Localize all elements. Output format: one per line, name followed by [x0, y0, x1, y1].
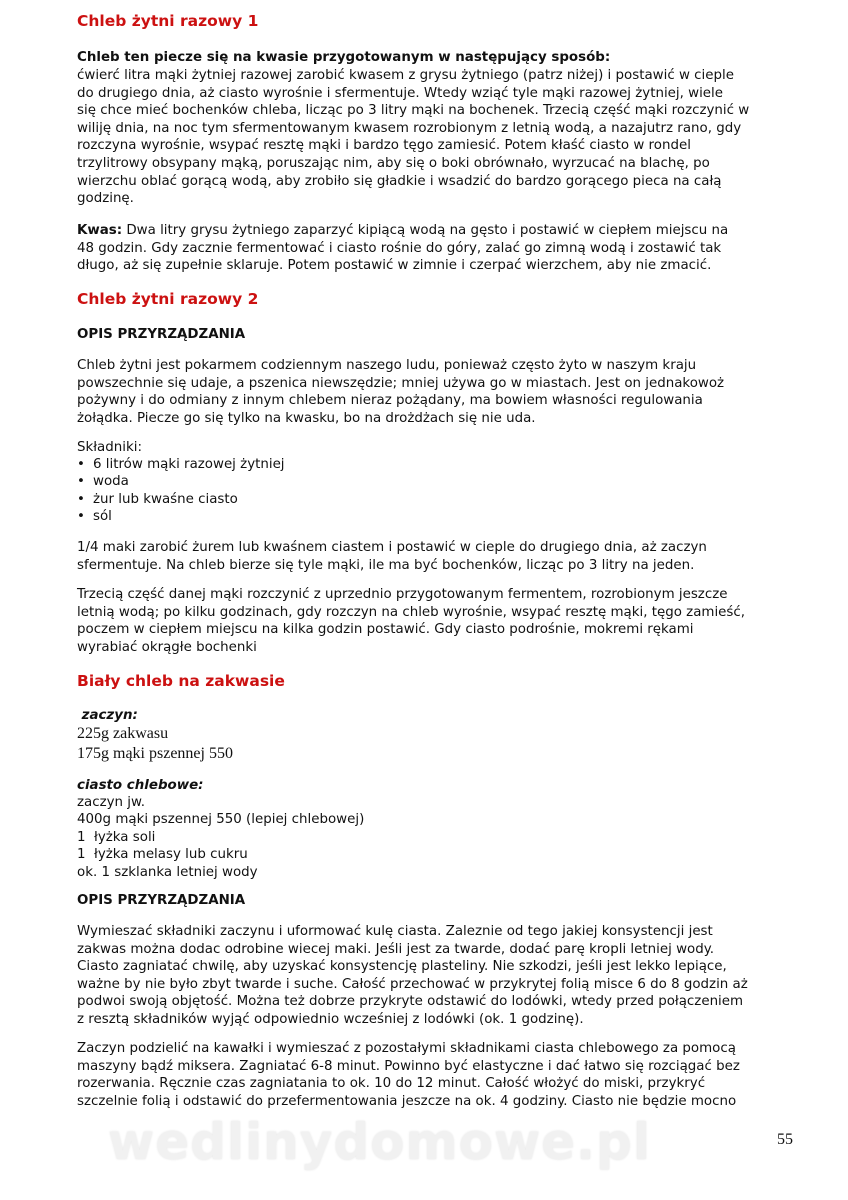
ingredient-item: 400g mąki pszennej 550 (lepiej chlebowej) [77, 812, 365, 828]
paragraph-line: Wymieszać składniki zaczynu i uformować kulę ciasta. Zaleznie od tego jakiej konsystencji jest [77, 924, 713, 939]
ingredient-item: 225g zakwasu [77, 725, 169, 742]
paragraph-line: wyrabiać okrągłe bochenki [77, 639, 257, 655]
zaczyn-label: zaczyn: [77, 708, 138, 723]
paragraph-line: Trzecią część danej mąki rozczynić z uprzednio przygotowanym fermentem, rozrobionym jeszcze [77, 587, 728, 602]
ingredient-list-item: • 6 litrów mąki razowej żytniej [77, 456, 285, 474]
ingredient-list-item: • żur lub kwaśne ciasto [77, 491, 238, 509]
paragraph-line: rozczyna wyrośnie, wsypać resztę mąki i bardzo tęgo zamiesić. Potem kłaść ciasto w rondel [77, 138, 691, 154]
ingredient-item: 175g mąki pszennej 550 [77, 744, 233, 762]
ingredient-item: ok. 1 szklanka letniej wody [77, 864, 258, 880]
paragraph-line: szczelnie folią i odstawić do przefermentowania jeszcze na ok. 4 godziny. Ciasto nie będzie mocno [77, 1093, 737, 1109]
ingredient-list-item: • woda [77, 473, 129, 491]
paragraph-line: długo, aż się zupełnie sklaruje. Potem postawić w zimnie i czerpać wierzchem, aby nie zmacić. [77, 258, 712, 274]
paragraph-line: 1/4 maki zarobić żurem lub kwaśnem ciastem i postawić w cieple do drugiego dnia, aż zaczyn [77, 540, 707, 555]
intro-heading: Chleb ten piecze się na kwasie przygotowanym w następujący sposób: [77, 50, 611, 65]
paragraph-line: powszechnie się udaje, a pszenica niewszędzie; mniej używa go w miastach. Jest on jednakowoż [77, 375, 725, 391]
ingredient-item: 1 łyżka melasy lub cukru [77, 847, 248, 863]
ciasto-label: ciasto chlebowe: [77, 778, 204, 793]
paragraph-line: rozerwania. Ręcznie czas zagniatania to ok. 10 do 12 minut. Całość włożyć do miski, przykryć [77, 1076, 706, 1092]
paragraph-line: ważne by nie było zbyt twarde i suche. Całość przechować w przykrytej folią misce 6 do 8 godzin aż [77, 976, 748, 992]
section-title: Chleb żytni razowy 1 [77, 12, 259, 30]
ingredient-list-item: • sól [77, 508, 112, 526]
paragraph-line: Chleb żytni jest pokarmem codziennym naszego ludu, ponieważ często żyto w naszym kraju [77, 358, 697, 373]
paragraph-line: się chce mieć bochenków chleba, licząc po 3 litry mąki na bochenek. Trzecią część mąki rozczynić w [77, 103, 750, 119]
section-title: Chleb żytni razowy 2 [77, 290, 259, 308]
paragraph-line: Zaczyn podzielić na kawałki i wymieszać z pozostałymi składnikami ciasta chlebowego za pomocą [77, 1041, 736, 1056]
paragraph-line: pożywny i do odmiany z innym chlebem nieraz pożądany, ma bowiem własności regulowania [77, 393, 703, 409]
subheading: OPIS PRZYRZĄDZANIA [77, 327, 246, 342]
paragraph-line: poczem w ciepłem miejscu na kilka godzin postawić. Gdy ciasto podrośnie, mokremi rękami [77, 622, 694, 638]
paragraph-line: sfermentuje. Na chleb bierze się tyle mąki, ile ma być bochenków, licząc po 3 litry na jeden. [77, 557, 695, 573]
subheading: OPIS PRZYRZĄDZANIA [77, 893, 246, 908]
paragraph-line: z resztą składników wyjąć odpowiednio wcześniej z lodówki (ok. 1 godzinę). [77, 1012, 584, 1027]
paragraph-line: zakwas można dodac odrobine wiecej maki. Jeśli jest za twarde, dodać parę kropli letniej wody. [77, 941, 714, 957]
ingredient-item: 1 łyżka soli [77, 829, 156, 845]
paragraph-line: wierzchu oblać gorącą wodą, aby zrobiło się gładkie i wsadzić do bardzo gorącego pieca na całą [77, 173, 722, 189]
page-number: 55 [777, 1131, 793, 1148]
paragraph-line: Ciasto zagniatać chwilę, aby uzyskać konsystencję plasteliny. Nie szkodzi, jeśli jest lekko lepiące, [77, 959, 727, 975]
paragraph-line: żołądka. Piecze go się tylko na kwasku, bo na drożdżach się nie uda. [77, 410, 536, 426]
paragraph-line: wiliję dnia, na noc tym sfermentowanym kwasem rozrobionym z letnią wodą, a nazajutrz rano, gdy [77, 120, 742, 136]
paragraph-line: 48 godzin. Gdy zacznie fermentować i ciasto rośnie do góry, zalać go zimną wodą i zostawić tak [77, 240, 722, 256]
paragraph-line: ćwierć litra mąki żytniej razowej zarobić kwasem z grysu żytniego (patrz niżej) i postawić w cieple [77, 68, 734, 83]
paragraph-line: godzinę. [77, 191, 134, 207]
ingredient-item: zaczyn jw. [77, 795, 145, 810]
kwas-paragraph-line [77, 222, 728, 240]
kwas-text: Dwa litry grysu żytniego zaparzyć kipiącą wodą na gęsto i postawić w ciepłem miejscu na [122, 223, 729, 238]
paragraph-line: do drugiego dnia, aż ciasto wyrośnie i sfermentuje. Wtedy wziąć tyle mąki razowej żytniej, wiele [77, 85, 723, 101]
paragraph-line: letnią wodą; po kilku godzinach, gdy rozczyn na chleb wyrośnie, wsypać resztę mąki, tęgo zamieść, [77, 604, 746, 620]
watermark: wedlinydomowe.pl [108, 1113, 651, 1171]
ingredients-label: Składniki: [77, 440, 142, 455]
kwas-label: Kwas: [77, 223, 123, 238]
section-title: Biały chleb na zakwasie [77, 672, 285, 690]
paragraph-line: podwoi swoją objętość. Można też dobrze przykryte odstawić do lodówki, wtedy przed połączeniem [77, 994, 744, 1010]
paragraph-line: trzylitrowy obsypany mąką, poruszając nim, aby się o boki obrównało, wyrzucać na blachę, po [77, 156, 710, 171]
paragraph-line: maszyny bądź miksera. Zagniatać 6-8 minut. Powinno być elastyczne i dać łatwo się rozciągać bez [77, 1058, 740, 1074]
